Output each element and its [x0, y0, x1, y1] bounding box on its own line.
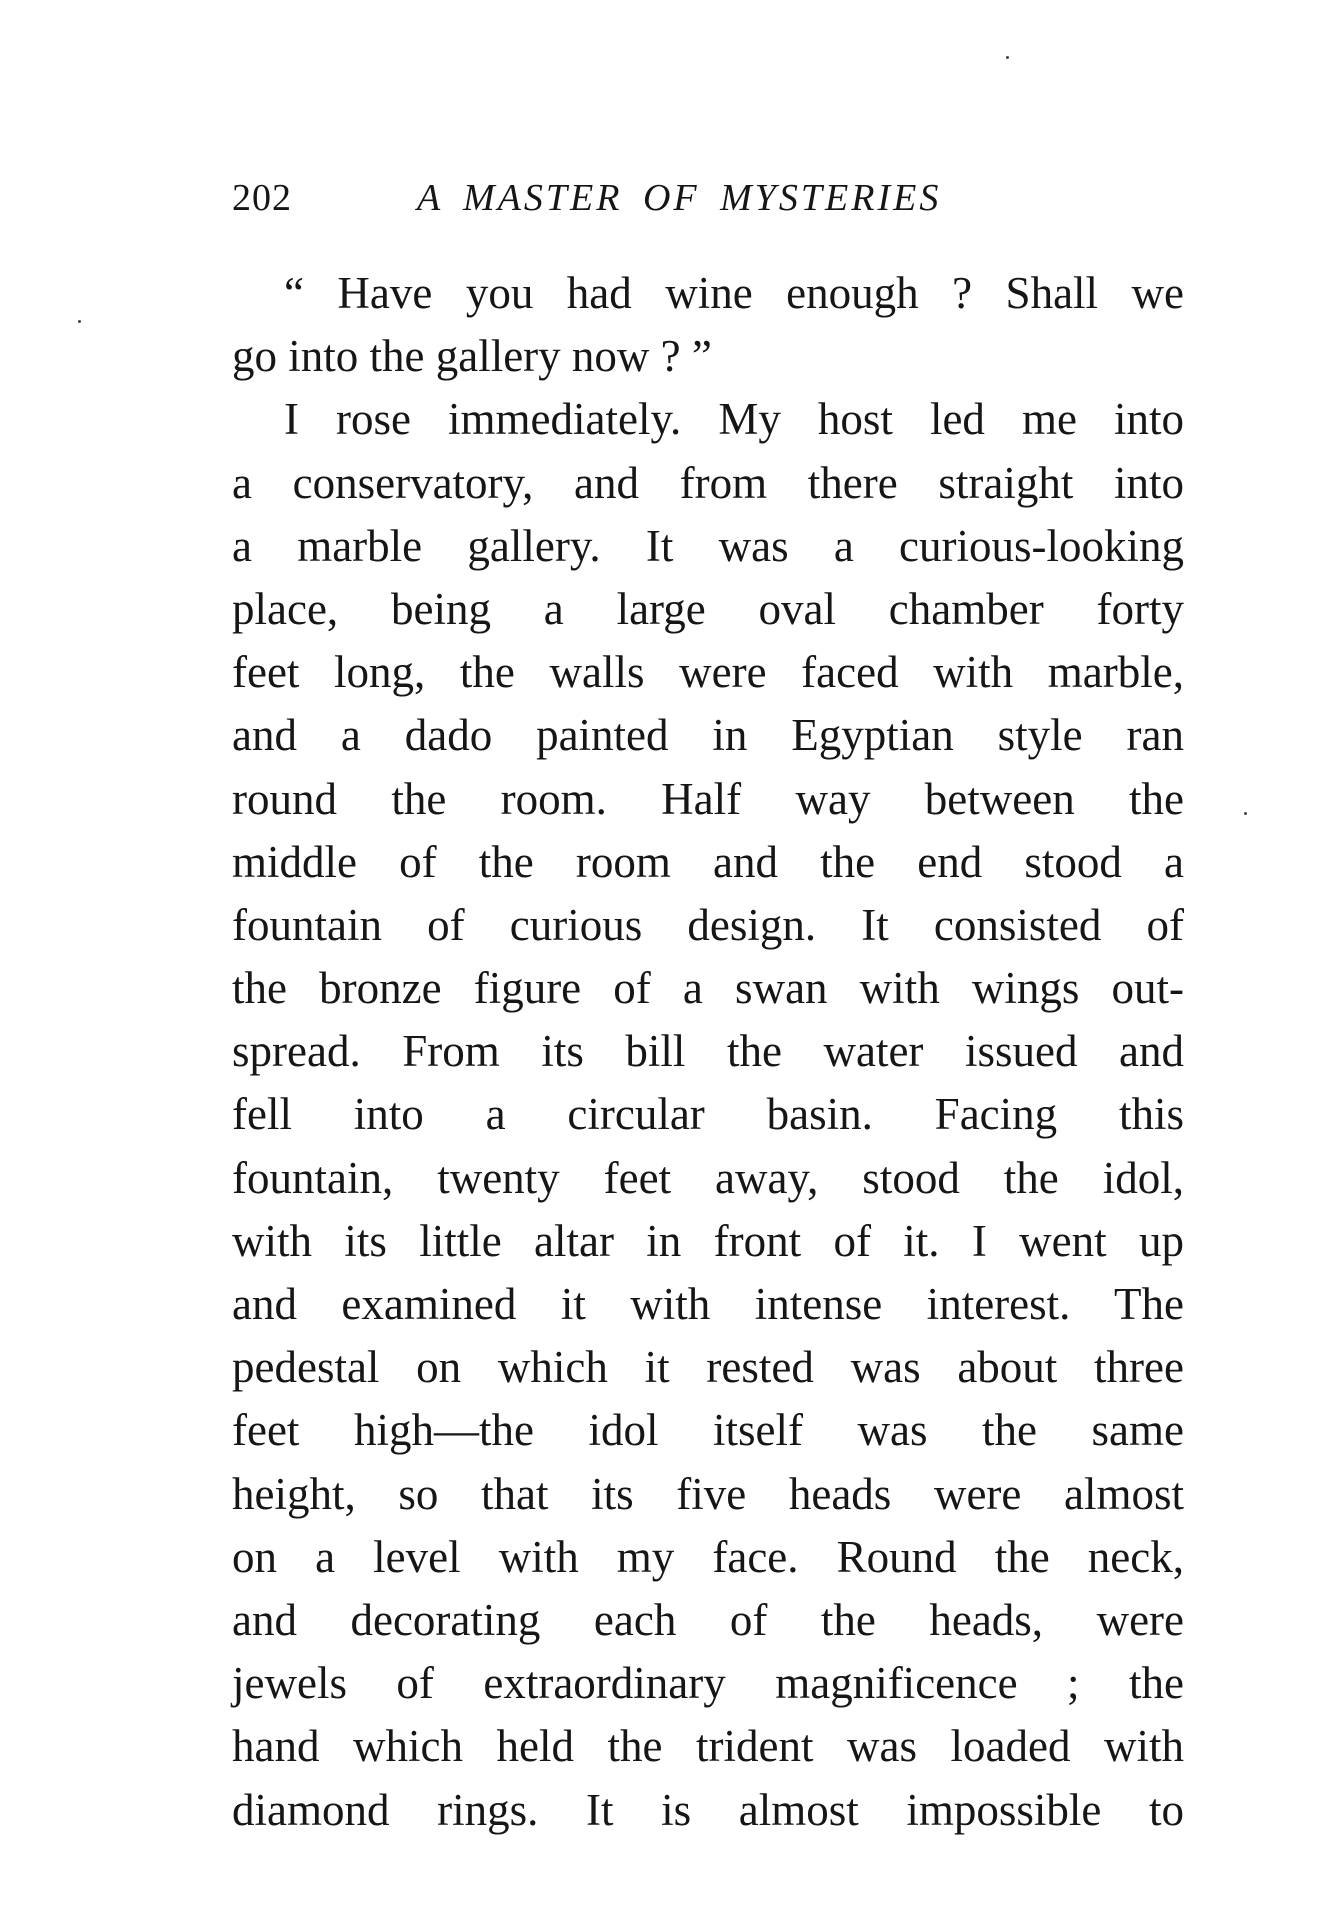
text-line: height, so that its five heads were almost	[232, 1468, 1184, 1519]
text-line: and decorating each of the heads, were	[232, 1594, 1184, 1645]
text-line: with its little altar in front of it. I went up	[232, 1215, 1184, 1266]
text-line: pedestal on which it rested was about three	[232, 1342, 1184, 1393]
text-line: and a dado painted in Egyptian style ran	[232, 710, 1184, 761]
text-line: feet high—the idol itself was the same	[232, 1405, 1184, 1456]
text-line: diamond rings. It is almost impossible to	[232, 1784, 1184, 1835]
text-line: go into the gallery now ? ”	[232, 331, 712, 382]
text-line: and examined it with intense interest. The	[232, 1279, 1184, 1329]
scan-speck	[1244, 812, 1247, 815]
running-title: A MASTER OF MYSTERIES	[417, 177, 942, 219]
text-line: round the room. Half way between the	[232, 773, 1184, 824]
page-header	[232, 168, 1002, 228]
text-line: “ Have you had wine enough ? Shall we	[284, 268, 1184, 318]
text-line: feet long, the walls were faced with marble,	[232, 647, 1184, 698]
text-line: middle of the room and the end stood a	[232, 836, 1184, 887]
text-line: hand which held the trident was loaded with	[232, 1721, 1184, 1772]
body-text	[232, 262, 1184, 1842]
text-line: spread. From its bill the water issued and	[232, 1026, 1184, 1077]
text-line: a conservatory, and from there straight into	[232, 457, 1184, 508]
text-line: on a level with my face. Round the neck,	[232, 1531, 1184, 1582]
text-line: I rose immediately. My host led me into	[284, 394, 1184, 445]
text-line: fell into a circular basin. Facing this	[232, 1089, 1184, 1140]
page-number: 202	[232, 177, 292, 219]
text-line: fountain of curious design. It consisted of	[232, 899, 1184, 950]
text-line: a marble gallery. It was a curious-looking	[232, 520, 1184, 571]
text-line: fountain, twenty feet away, stood the idol,	[232, 1152, 1184, 1203]
scan-speck	[78, 320, 81, 323]
text-line: jewels of extraordinary magnificence ; the	[232, 1658, 1184, 1709]
text-line: the bronze figure of a swan with wings out-	[232, 963, 1184, 1014]
scan-speck	[1006, 56, 1009, 59]
text-line: place, being a large oval chamber forty	[232, 583, 1184, 634]
